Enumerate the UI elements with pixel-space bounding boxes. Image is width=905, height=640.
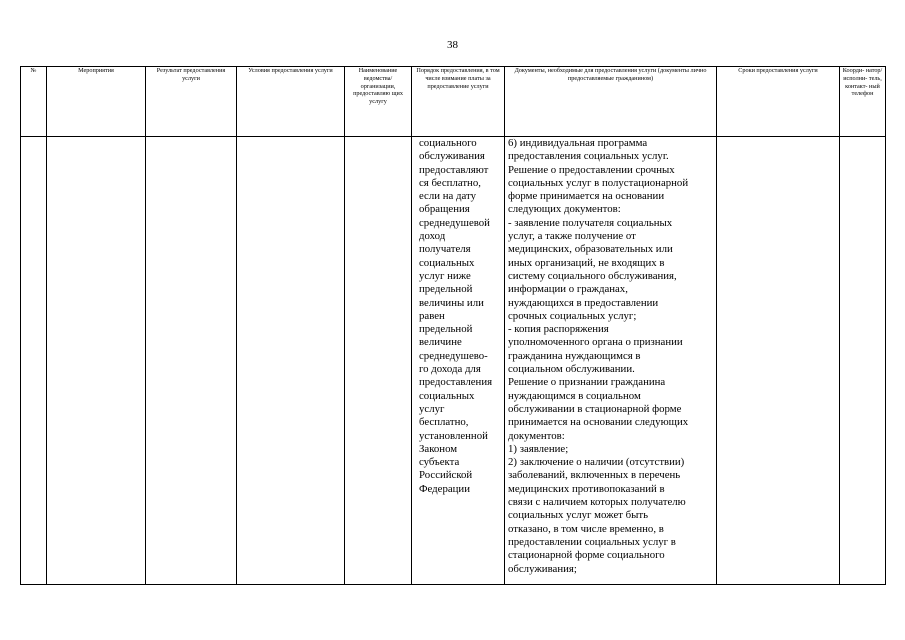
documents-text: 6) индивидуальная программа предоставления социальных услуг. Решение о предоставлении срочных социальных услуг в полустационарной форме принимается на основании следующих документов: - заявление получателя социальных услуг, а также получение от медицинских, образовательных или иных организаций, не входящих в систему социального обслуживания, информации о гражданах, нуждающихся в предоставлении срочных социальных услуг; - копия распоряжения уполномоченного органа о признании гражданина нуждающимся в социальном обслуживании. Решение о признании гражданина нуждающимся в социальном обслуживании в стационарной форме принимается на основании следующих документов: 1) заявление; 2) заключение о наличии (отсутствии) заболеваний, включенных в перечень медицинских противопоказаний в связи с наличием которых получателю социальных услуг может быть отказано, в том числе временно, в предоставлении социальных услуг в стационарной форме социального обслуживания;	[508, 137, 689, 575]
header-documents: Документы, необходимые для предоставления услуги (документы лично предоставляемые гражданином)	[505, 67, 717, 137]
services-table	[20, 66, 886, 585]
cell-number	[21, 137, 47, 585]
header-conditions: Условия предоставления услуги	[237, 67, 345, 137]
header-result: Результат предоставления услуги	[146, 67, 237, 137]
header-payment: Порядок предоставления, в том числе взимание платы за предоставление услуги	[412, 67, 505, 137]
cell-event	[47, 137, 146, 585]
header-terms: Сроки предоставления услуги	[717, 67, 840, 137]
cell-documents	[505, 137, 717, 585]
header-coordinator: Коорди- натор/ исполни- тель, контакт- ный телефон	[840, 67, 886, 137]
cell-agency	[345, 137, 412, 585]
page-number: 38	[447, 39, 458, 51]
cell-payment	[412, 137, 505, 585]
header-event: Мероприятия	[47, 67, 146, 137]
cell-terms	[717, 137, 840, 585]
table-row	[21, 137, 886, 585]
table-header-row	[21, 67, 886, 137]
payment-text: социального обслуживания предоставляют ся бесплатно, если на дату обращения среднедушевой доход получателя социальных услуг ниже предельной величины или равен предельной величине среднедушево- го дохода для предоставления социальных услуг бесплатно, установленной Законом субъекта Российской Федерации	[419, 137, 493, 495]
cell-result	[146, 137, 237, 585]
cell-conditions	[237, 137, 345, 585]
cell-coordinator	[840, 137, 886, 585]
header-number: №	[21, 67, 47, 137]
header-agency: Наименование ведомства/ организации, предоставляю щих услугу	[345, 67, 412, 137]
